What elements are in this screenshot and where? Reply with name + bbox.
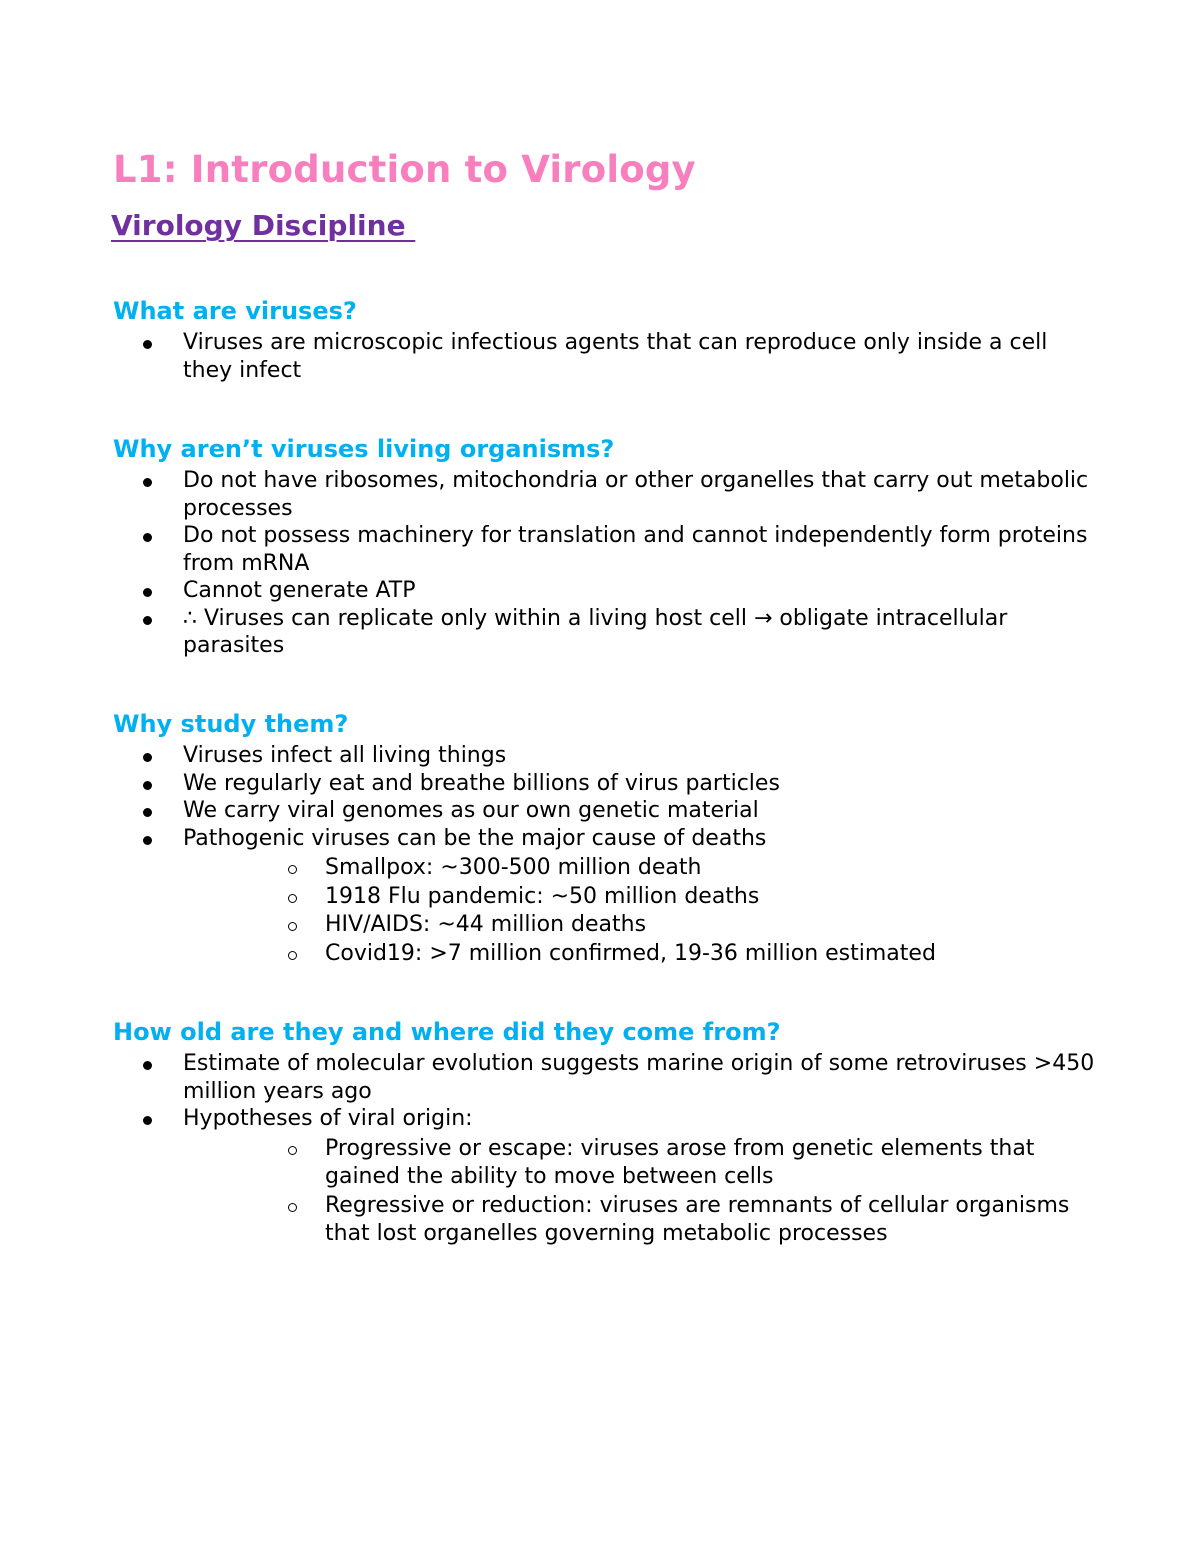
sub-list-item-text: Smallpox: ~300-500 million death (325, 855, 702, 880)
list-item-text: Do not have ribosomes, mitochondria or other organelles that carry out metabolic processes (183, 468, 1089, 521)
sub-list-item (255, 1135, 1103, 1192)
circle-bullet-icon (288, 951, 297, 960)
bullet-list (113, 467, 1103, 660)
list-item-text: Pathogenic viruses can be the major cause of deaths (183, 825, 767, 851)
bullet-icon (143, 836, 152, 845)
list-item (113, 797, 1103, 825)
list-item (113, 467, 1103, 522)
bullet-list (113, 742, 1103, 968)
sub-list-item-text: 1918 Flu pandemic: ~50 million deaths (325, 883, 760, 909)
list-item-text: Do not possess machinery for translation and cannot independently form proteins from mRNA (183, 523, 1088, 576)
list-item (113, 329, 1103, 384)
list-item-text: We carry viral genomes as our own genetic material (183, 798, 759, 823)
section-heading: What are viruses? (113, 297, 357, 325)
section-what-are-viruses (113, 296, 1103, 384)
sub-list-item-text: Progressive or escape: viruses arose from genetic elements that gained the ability to move between cells (325, 1135, 1035, 1189)
section-title-virology-discipline: Virology Discipline (111, 209, 416, 242)
bullet-icon (143, 588, 152, 597)
document-title: L1: Introduction to Virology (113, 148, 696, 191)
bullet-list (113, 1050, 1103, 1249)
list-item (113, 770, 1103, 798)
bullet-icon (143, 533, 152, 542)
list-item (113, 742, 1103, 770)
sub-list-item-text: Covid19: >7 million confirmed, 19-36 million estimated (325, 940, 936, 966)
section-heading: How old are they and where did they come from? (113, 1018, 781, 1046)
bullet-icon (143, 340, 152, 349)
bullet-icon (143, 1061, 152, 1070)
list-item-text: We regularly eat and breathe billions of virus particles (183, 770, 780, 796)
bullet-icon (143, 616, 152, 625)
list-item (113, 522, 1103, 577)
sub-list (183, 854, 1103, 968)
list-item-text: Estimate of molecular evolution suggests marine origin of some retroviruses >450 million years ago (183, 1051, 1095, 1104)
bullet-icon (143, 1116, 152, 1125)
sub-list-item-text: Regressive or reduction: viruses are remnants of cellular organisms that lost organelles governing metabolic processes (325, 1192, 1070, 1246)
list-item-text: Viruses are microscopic infectious agents that can reproduce only inside a cell they infect (183, 330, 1048, 383)
section-why-study (113, 709, 1103, 968)
circle-bullet-icon (288, 865, 297, 874)
bullet-icon (143, 808, 152, 817)
circle-bullet-icon (288, 894, 297, 903)
list-item-text: Viruses infect all living things (183, 743, 507, 768)
list-item (113, 605, 1103, 660)
bullet-icon (143, 781, 152, 790)
bullet-icon (143, 753, 152, 762)
sub-list-item (255, 911, 1103, 940)
sub-list-item (255, 883, 1103, 912)
circle-bullet-icon (288, 1146, 297, 1155)
list-item (113, 577, 1103, 605)
list-item (113, 1050, 1103, 1105)
list-item (113, 1105, 1103, 1249)
sub-list-item (255, 1192, 1103, 1249)
list-item (113, 825, 1103, 969)
section-why-not-living (113, 434, 1103, 660)
sub-list (183, 1135, 1103, 1249)
bullet-icon (143, 478, 152, 487)
section-heading: Why aren’t viruses living organisms? (113, 435, 615, 463)
bullet-list (113, 329, 1103, 384)
circle-bullet-icon (288, 922, 297, 931)
list-item-text: ∴ Viruses can replicate only within a living host cell → obligate intracellular parasites (183, 605, 1008, 658)
section-origin (113, 1017, 1103, 1249)
sub-list-item (255, 854, 1103, 883)
sub-list-item (255, 940, 1103, 969)
sub-list-item-text: HIV/AIDS: ~44 million deaths (325, 912, 647, 937)
list-item-text: Cannot generate ATP (183, 578, 416, 603)
circle-bullet-icon (288, 1203, 297, 1212)
section-heading: Why study them? (113, 710, 349, 738)
list-item-text: Hypotheses of viral origin: (183, 1106, 473, 1131)
